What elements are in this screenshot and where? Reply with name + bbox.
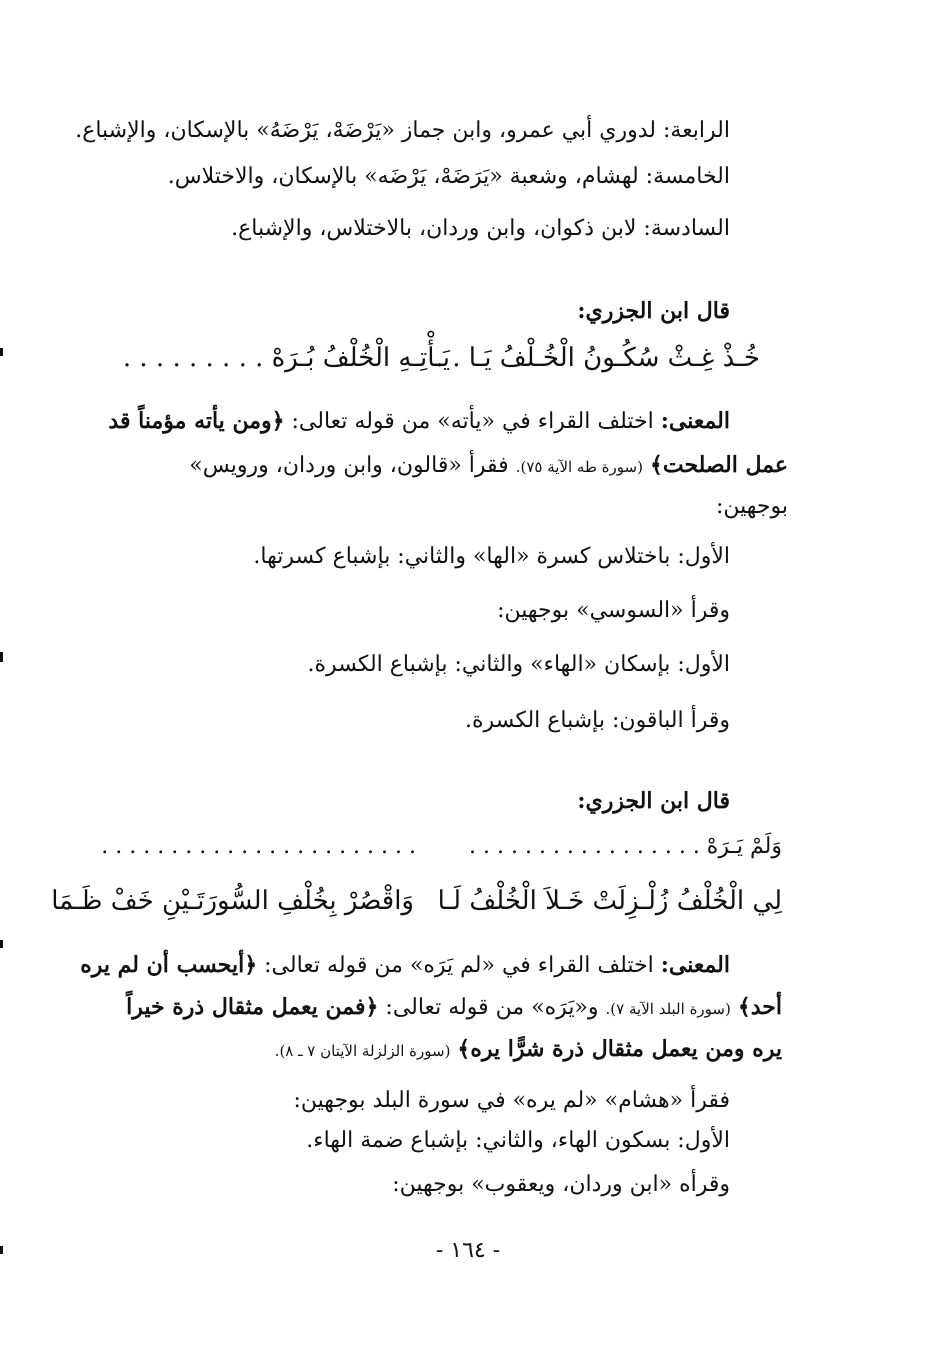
text-line-khamisa: الخامسة: لهشام، وشعبة «يَرَضَهْ، يَرْضَه» بالإسكان، والاختلاس. [167,164,730,189]
quran-quote: ﴿ومن يأته مؤمناً قد [108,408,285,434]
paragraph-line: الأول: بإسكان «الهاء» والثاني: بإشباع الكسرة. [307,652,730,677]
paragraph-line: وقرأه «ابن وردان، ويعقوب» بوجهين: [392,1172,730,1197]
meaning-line-2 [189,452,788,479]
section-heading: قال ابن الجزري: [577,298,730,324]
meaning-line-1 [108,408,730,435]
paragraph-line: فقرأ «هشام» «لم يره» في سورة البلد بوجهين: [293,1088,730,1113]
quran-quote: ﴿أيحسب أن لم يره [80,952,258,978]
meaning-text: فقرأ «قالون، وابن وردان، ورويس» [189,453,509,478]
meaning-line-2 [126,994,782,1021]
meaning-line-3 [275,1036,782,1063]
meaning-label: المعنى: [660,408,730,434]
verse-line-left: يَـأْتِـهِ الْخُلْفُ بُـرَهْ . . . . . . . . . [122,343,450,373]
verse-line-right: خُـذْ غِـثْ سُكُـونُ الْخُـلْفُ يَـا . . [435,343,760,373]
text-line-sadisa: السادسة: لابن ذكوان، وابن وردان، بالاختلاس، والإشباع. [231,216,730,241]
sura-reference: (سورة طه الآية ٧٥). [515,458,643,476]
meaning-text: اختلف القراء في «لم يَرَه» من قوله تعالى: [264,953,654,978]
page-number: - ١٦٤ - [435,1238,501,1263]
quran-quote: أحد﴾ [737,994,782,1020]
sura-reference: (سورة البلد الآية ٧). [605,1000,731,1018]
scan-edge-mark [0,940,3,948]
quran-quote: يره ومن يعمل مثقال ذرة شرًّا يره﴾ [457,1036,782,1062]
meaning-label: المعنى: [660,952,730,978]
verse-line-left: . . . . . . . . . . . . . . . . . . . . . . . [101,834,416,859]
paragraph-line: الأول: باختلاس كسرة «الها» والثاني: بإشباع كسرتها. [253,544,730,569]
quran-quote: ﴿فمن يعمل مثقال ذرة خيراً [126,994,379,1020]
paragraph-line: وقرأ الباقون: بإشباع الكسرة. [465,708,730,733]
verse-line-right: وَلَمْ يَـرَهْ . . . . . . . . . . . . . . . . . [469,834,782,859]
paragraph-line: وقرأ «السوسي» بوجهين: [497,598,730,623]
meaning-line-3: بوجهين: [715,494,788,519]
quran-quote: عمل الصلحت﴾ [649,452,788,478]
verse-line-right: لِي الْخُلْفُ زُلْـزِلَتْ خَـلاَ الْخُلْفُ لَـا [437,886,782,916]
paragraph-line: الأول: بسكون الهاء، والثاني: بإشباع ضمة الهاء. [306,1128,730,1153]
meaning-text: و«يَرَه» من قوله تعالى: [385,995,599,1020]
sura-reference: (سورة الزلزلة الآيتان ٧ ـ ٨). [274,1042,451,1060]
verse-line-left: وَاقْصُرْ بِخُلْفِ السُّورَتَـيْنِ خَفْ ظَـمَا [51,886,414,916]
text-line-rabia: الرابعة: لدوري أبي عمرو، وابن جماز «يَرْضَهْ، يَرْضَهُ» بالإسكان، والإشباع. [75,118,730,143]
meaning-text: اختلف القراء في «يأته» من قوله تعالى: [291,409,654,434]
section-heading: قال ابن الجزري: [577,788,730,814]
meaning-line-1 [80,952,730,979]
scan-edge-mark [0,348,3,356]
scan-edge-mark [0,1246,3,1254]
scan-edge-mark [0,652,3,662]
